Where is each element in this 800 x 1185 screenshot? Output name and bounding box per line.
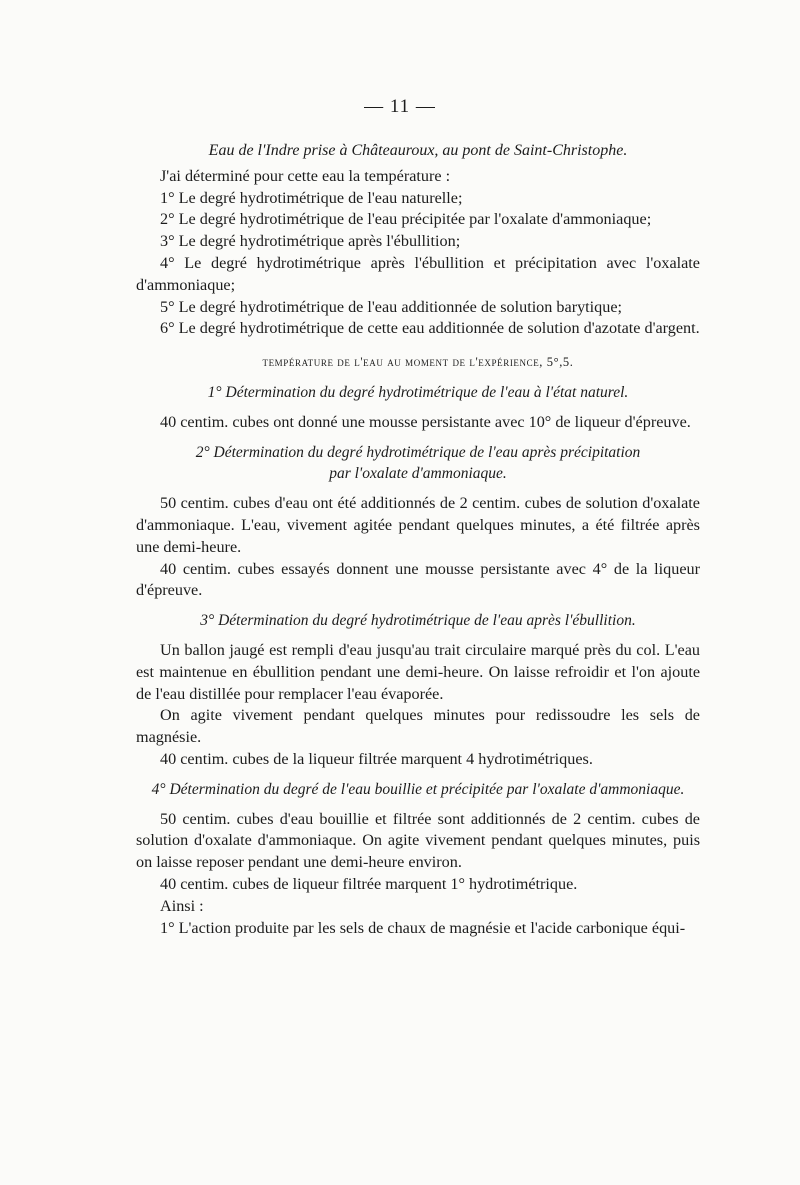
section-2-paragraph-2: 40 centim. cubes essayés donnent une mousse persistante avec 4° de la liqueur d'épreuve. xyxy=(136,559,700,600)
page-number: — 11 — xyxy=(364,96,436,117)
list-item-1: 1° Le degré hydrotimétrique de l'eau naturelle; xyxy=(160,188,463,207)
section-3-heading: 3° Détermination du degré hydrotimétrique de l'eau après l'ébullition. xyxy=(200,612,636,630)
section-2-heading-line1: 2° Détermination du degré hydrotimétrique de l'eau après précipitation xyxy=(195,443,641,461)
section-4-paragraph-1: 50 centim. cubes d'eau bouillie et filtrée sont additionnés de 2 centim. cubes de solution d'oxalate d'ammoniaque. On agite vivement pendant quelques minutes, puis on laisse reposer pendant une demi-heure environ. xyxy=(136,809,700,872)
closing-line: 1° L'action produite par les sels de chaux de magnésie et l'acide carbonique équi- xyxy=(160,918,686,937)
section-4-paragraph-2: 40 centim. cubes de liqueur filtrée marquent 1° hydrotimétrique. xyxy=(160,874,578,893)
section-1-text: 40 centim. cubes ont donné une mousse persistante avec 10° de liqueur d'épreuve. xyxy=(160,412,691,431)
water-source-caption: Eau de l'Indre prise à Châteauroux, au pont de Saint-Christophe. xyxy=(208,142,628,159)
section-3-paragraph-1: Un ballon jaugé est rempli d'eau jusqu'au trait circulaire marqué près du col. L'eau est maintenue en ébullition pendant une demi-heure. On laisse refroidir et l'on ajoute de l'eau distillée pour remplacer l'eau évaporée. xyxy=(136,640,700,703)
section-3-paragraph-3: 40 centim. cubes de la liqueur filtrée marquent 4 hydrotimétriques. xyxy=(160,749,593,768)
list-item-3: 3° Le degré hydrotimétrique après l'ébullition; xyxy=(160,232,461,251)
section-2-paragraph-1: 50 centim. cubes d'eau ont été additionnés de 2 centim. cubes de solution d'oxalate d'ammoniaque. L'eau, vivement agitée pendant quelques minutes, a été filtrée après une demi-heure. xyxy=(136,494,700,556)
list-item-4: 4° Le degré hydrotimétrique après l'ébullition et précipitation avec l'oxalate d'ammoniaque; xyxy=(136,253,700,294)
ainsi-line: Ainsi : xyxy=(160,896,204,915)
intro-paragraph: J'ai déterminé pour cette eau la température : xyxy=(160,166,451,185)
section-1-heading: 1° Détermination du degré hydrotimétrique de l'eau à l'état naturel. xyxy=(207,383,629,401)
list-item-5: 5° Le degré hydrotimétrique de l'eau additionnée de solution barytique; xyxy=(160,297,623,316)
section-4-heading: 4° Détermination du degré de l'eau bouillie et précipitée par l'oxalate d'ammoniaque. xyxy=(151,780,685,798)
body-text xyxy=(136,140,700,939)
section-2-heading-line2: par l'oxalate d'ammoniaque. xyxy=(329,465,507,483)
section-3-paragraph-2: On agite vivement pendant quelques minutes pour redissoudre les sels de magnésie. xyxy=(136,706,700,747)
temperature-line: température de l'eau au moment de l'expérience, 5°,5. xyxy=(262,355,574,370)
list-item-6: 6° Le degré hydrotimétrique de cette eau additionnée de solution d'azotate d'argent. xyxy=(160,319,700,338)
list-item-2: 2° Le degré hydrotimétrique de l'eau précipitée par l'oxalate d'ammoniaque; xyxy=(160,210,652,229)
